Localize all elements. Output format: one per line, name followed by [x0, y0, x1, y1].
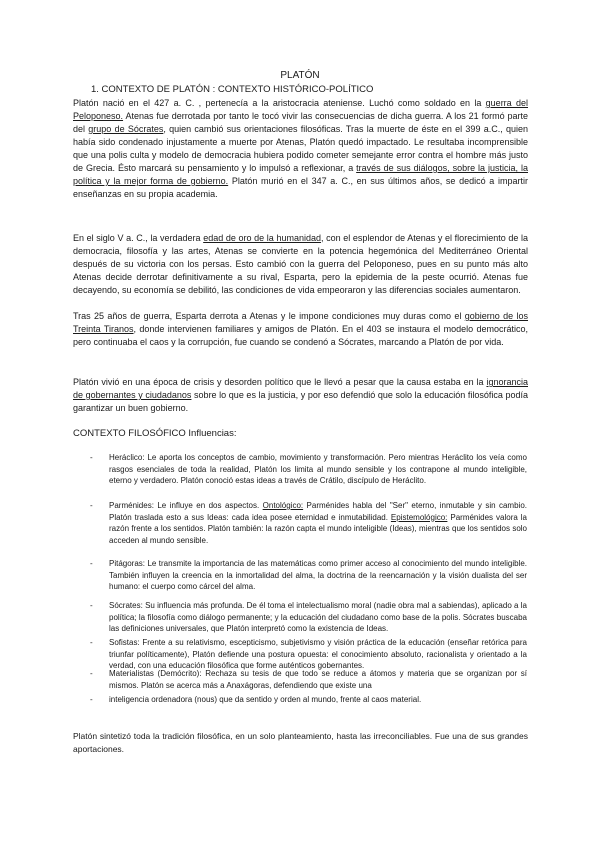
paragraph-text: Sofistas: Frente a su relativismo, escepticismo, subjetivismo y visión práctica de la educación (enseñar retórica para triunfar políticamente), Platón defiende una postura opuesta: el conocimiento absoluto, racionalista y orientado a la verdad, con una educación filosófica que forme auténticos gobernantes. — [109, 638, 527, 670]
paragraph-text: inteligencia ordenadora (nous) que da sentido y orden al mundo, frente al caos material. — [109, 695, 422, 704]
bullet-dash: - — [90, 695, 93, 704]
bullet-dash: - — [90, 669, 93, 678]
section-heading-philosophical: CONTEXTO FILOSÓFICO Influencias: — [73, 428, 237, 439]
list-item-text — [109, 452, 527, 487]
paragraph-text: Atenas fue derrotada por tanto le tocó vivir las consecuencias de dicha guerra. A los 21 formó parte del — [73, 111, 528, 134]
underlined-text: Ontológico: — [262, 501, 304, 510]
list-item-text — [109, 668, 527, 691]
bullet-dash: - — [90, 601, 93, 610]
paragraph-text: , quien cambió sus orientaciones filosóficas. Tras la muerte de éste en el 399 a.C., quien había sido condenado injustamente a muerte por Atenas, Platón quedó impactado. Le resultaba incomprensible que una polis culta y modelo de democracia hubiera podido cometer semejante error contra el hombre más justo de Grecia. Ésto marcará su pensamiento y lo impulsó a reflexionar, a — [73, 124, 529, 173]
underlined-text: gobierno de los Treinta Tiranos — [73, 311, 529, 334]
paragraph-text: En el siglo V a. C., la verdadera — [73, 233, 204, 243]
paragraph-text: sobre lo que es la justicia, y por eso defendió que solo la educación filosófica podía garantizar un buen gobierno. — [73, 390, 528, 413]
page-title: PLATÓN — [280, 70, 320, 81]
paragraph-text: Sócrates: Su influencia más profunda. De él toma el intelectualismo moral (nadie obra mal a sabiendas), aplicado a la política; la filosofía como diálogo permanente; y la educación del ciudadano como base de la polis. Sócrates buscaba las definiciones universales, que Platón interpretó como la existencia de Ideas. — [109, 601, 527, 633]
paragraph-text: Heráclico: Le aporta los conceptos de cambio, movimiento y transformación. Pero mientras Heráclito los veía como rasgos esenciales de toda la realidad, Platón los limita al mundo sensible y los contrapone al mundo inteligible, eterno y verdadero. Platón conoció estas ideas a través de Crátilo, discípulo de Heráclito. — [109, 453, 527, 485]
bullet-dash: - — [90, 638, 93, 647]
list-item-text — [109, 500, 527, 546]
bullet-dash: - — [90, 453, 93, 462]
paragraph-golden-age — [73, 232, 528, 297]
paragraph-text: Platón vivió en una época de crisis y desorden político que le llevó a pesar que la causa estaba en la — [73, 377, 487, 387]
list-item-text — [109, 694, 527, 706]
paragraph-text: Parménides habla del "Ser" eterno, inmutable y sin cambio. Platón traslada esto a sus Ideas: cada idea posee eternidad e inmutabilidad. — [109, 501, 527, 522]
list-item-text — [109, 600, 527, 635]
paragraph-text: Platón murió en el 347 a. C., en sus últimos años, se dedicó a impartir enseñanzas en su propia academia. — [73, 176, 528, 199]
paragraph-text: Parménides: Le influye en dos aspectos. — [109, 501, 263, 510]
paragraph-text: Tras 25 años de guerra, Esparta derrota a Atenas y le impone condiciones muy duras como el — [73, 311, 465, 321]
underlined-text: guerra del Peloponeso. — [73, 98, 528, 121]
paragraph-text: , con el esplendor de Atenas y el florecimiento de la democracia, filosofía y las artes, Atenas se convierte en la potencia hegemónica del Mediterráneo Oriental después de su victoria con los persas. Esto cambió con la guerra del Peloponeso, pues en su punto más alto Atenas decide derrotar definitivamente a su rival, Esparta, pero la epidemia de la peste ocurrió. Atenas fue decayendo, su economía se debilitó, las condiciones de vida empeoraron y las diferencias sociales aumentaron. — [73, 233, 529, 295]
paragraph-closing: Platón sintetizó toda la tradición filosófica, en un solo planteamiento, hasta las irreconciliables. Fue una de sus grandes aportaciones. — [73, 731, 528, 754]
underlined-text: grupo de Sócrates — [88, 124, 164, 134]
paragraph-thirty-tyrants — [73, 310, 528, 349]
underlined-text: Epistemológico: — [390, 512, 448, 522]
list-item-text — [109, 637, 527, 672]
bullet-dash: - — [90, 559, 93, 568]
list-item-text — [109, 558, 527, 593]
underlined-text: edad de oro de la humanidad — [203, 233, 321, 243]
underlined-text: través de sus diálogos, sobre la justicia, la política y la mejor forma de gobierno. — [73, 163, 528, 186]
paragraph-political-crisis — [73, 376, 528, 415]
section-heading-historical: 1. CONTEXTO DE PLATÓN : CONTEXTO HISTÓRICO-POLÍTICO — [91, 84, 374, 95]
paragraph-text: Materialistas (Demócrito): Rechaza su tesis de que todo se reduce a átomos y materia que se organizan por sí mismos. Platón se acerca más a Anaxágoras, defendiendo que existe una — [109, 669, 527, 690]
underlined-text: ignorancia de gobernantes y ciudadanos — [73, 377, 528, 400]
paragraph-text: Pitágoras: Le transmite la importancia de las matemáticas como primer acceso al conocimiento del mundo inteligible. También influyen la creencia en la inmortalidad del alma, la doctrina de la reencarnación y la visión dualista del ser humano: el cuerpo como cárcel del alma. — [109, 559, 527, 591]
bullet-dash: - — [90, 501, 93, 510]
paragraph-text: Parménides valora la razón frente a los sentidos. Platón también: la razón capta el mundo inteligible (Ideas), mientras que los sentidos solo acceden al mundo sensible. — [109, 512, 527, 545]
paragraph-text: Platón nació en el 427 a. C. , pertenecía a la aristocracia ateniense. Luchó como soldado en la — [73, 98, 486, 108]
paragraph-biography — [73, 97, 528, 201]
paragraph-text: , donde intervienen familiares y amigos de Platón. En el 403 se instaura el modelo democrático, pero continuaba el caos y la corrupción, fue cuando se condenó a Sócrates, marcando a Platón de por vida. — [73, 324, 528, 347]
